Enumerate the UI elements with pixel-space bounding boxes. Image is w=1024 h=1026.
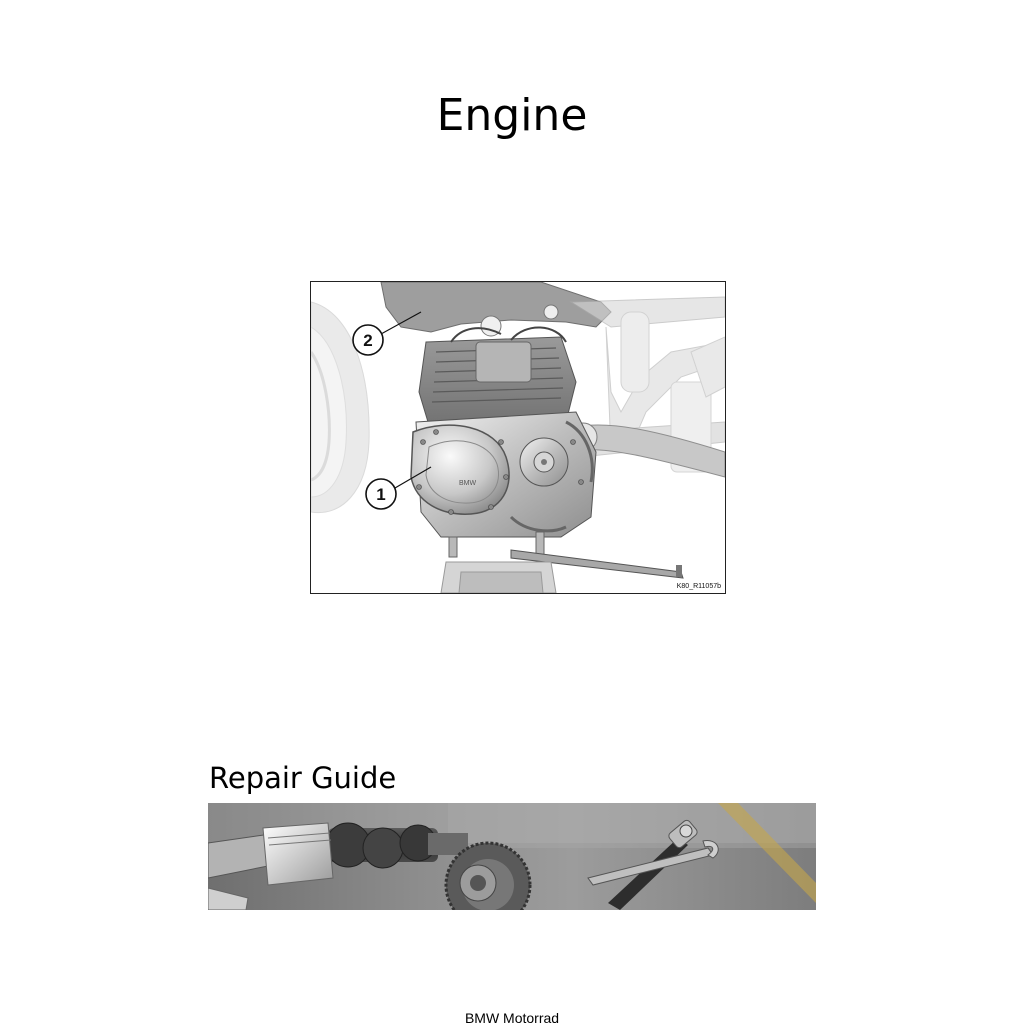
footer-brand: BMW Motorrad: [464, 1010, 560, 1026]
workshop-stand: [441, 532, 683, 593]
engine-block: [411, 327, 596, 537]
callout-1-number: 1: [376, 485, 386, 504]
section-title: Repair Guide: [209, 761, 397, 795]
callout-2-number: 2: [363, 331, 373, 350]
page-title: Engine: [436, 90, 588, 141]
engine-figure: [310, 281, 726, 594]
svg-text:BMW: BMW: [459, 480, 477, 487]
repair-guide-banner: [208, 803, 816, 910]
figure-code: K80_R11057b: [676, 583, 721, 590]
